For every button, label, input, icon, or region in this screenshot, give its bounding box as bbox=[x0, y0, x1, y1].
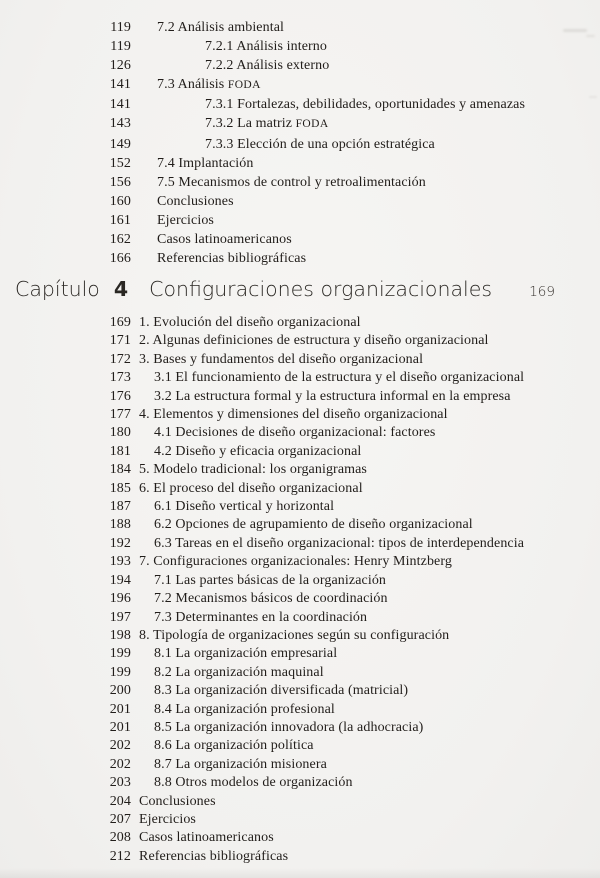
toc-row bbox=[0, 192, 600, 211]
toc-row bbox=[0, 774, 600, 792]
toc-entry-label: 1. Evolución del diseño organizacional bbox=[139, 315, 361, 330]
toc-entry-label: 3. Bases y fundamentos del diseño organizacional bbox=[139, 351, 424, 367]
toc-entry-label: Casos latinoamericanos bbox=[157, 232, 292, 248]
toc-page-number: 119 bbox=[110, 20, 131, 35]
toc-row bbox=[0, 719, 600, 737]
toc-row bbox=[0, 793, 600, 811]
toc-row bbox=[0, 173, 600, 192]
toc-row bbox=[0, 682, 600, 700]
toc-row bbox=[0, 424, 600, 442]
toc-entry-label: 8.1 La organización empresarial bbox=[154, 646, 338, 662]
toc-entry-label: 7.4 Implantación bbox=[157, 155, 254, 171]
toc-page-number: 184 bbox=[109, 462, 131, 478]
toc-entry-label: 8.5 La organización innovadora (la adhocracia) bbox=[154, 719, 424, 735]
toc-entry-label: 7.3.1 Fortalezas, debilidades, oportunidades y amenazas bbox=[205, 97, 526, 113]
chapter-title: Configuraciones organizacionales bbox=[149, 277, 493, 301]
toc-page-number: 201 bbox=[109, 719, 131, 735]
toc-page-number: 119 bbox=[110, 39, 131, 55]
toc-entry-label: 7.3 Determinantes en la coordinación bbox=[154, 609, 368, 625]
toc-entry-label: 8. Tipología de organizaciones según su configuración bbox=[139, 627, 450, 643]
toc-page-number: 203 bbox=[109, 775, 131, 791]
toc-entry-label: 7.1 Las partes básicas de la organización bbox=[154, 572, 387, 588]
toc-page-number: 194 bbox=[109, 572, 131, 588]
toc-entry-label: Ejercicios bbox=[157, 212, 214, 228]
toc-entry-label: 8.4 La organización profesional bbox=[154, 701, 335, 717]
toc-page-number: 196 bbox=[109, 591, 131, 607]
toc-page-number: 198 bbox=[109, 627, 131, 643]
toc-row bbox=[0, 701, 600, 719]
page-edge-shadow bbox=[0, 868, 600, 878]
toc-entry-label: 7.2 Análisis ambiental bbox=[157, 20, 285, 35]
toc-entry-label: 7.3 Análisis FODA bbox=[157, 77, 261, 93]
toc-page-number: 149 bbox=[109, 136, 131, 152]
toc-row bbox=[0, 95, 600, 114]
toc-row bbox=[0, 535, 600, 553]
toc-page-number: 173 bbox=[109, 370, 131, 386]
toc-entry-label: 4.2 Diseño y eficacia organizacional bbox=[154, 443, 362, 459]
toc-entry-label: 2. Algunas definiciones de estructura y diseño organizacional bbox=[139, 333, 489, 349]
toc-entry-label: Conclusiones bbox=[157, 193, 234, 209]
toc-page-number: 192 bbox=[109, 535, 131, 551]
toc-section-chapter4 bbox=[0, 314, 600, 866]
toc-page-number: 156 bbox=[109, 174, 131, 190]
small-caps-acronym: FODA bbox=[295, 118, 329, 131]
toc-row bbox=[0, 756, 600, 774]
toc-entry-label: Ejercicios bbox=[139, 811, 196, 827]
toc-row bbox=[0, 314, 600, 332]
toc-page-number: 202 bbox=[109, 738, 131, 754]
toc-entry-label: 7. Configuraciones organizacionales: Henry Mintzberg bbox=[139, 554, 452, 570]
toc-row bbox=[0, 480, 600, 498]
chapter-heading bbox=[0, 277, 600, 307]
toc-page-number: 204 bbox=[109, 793, 131, 809]
toc-page-number: 201 bbox=[109, 701, 131, 717]
toc-row bbox=[0, 114, 600, 134]
toc-row bbox=[0, 516, 600, 534]
toc-page-number: 152 bbox=[109, 155, 131, 171]
small-caps-acronym: FODA bbox=[227, 79, 261, 92]
toc-page-number: 212 bbox=[109, 848, 131, 864]
toc-entry-label: Conclusiones bbox=[139, 793, 216, 809]
toc-row bbox=[0, 249, 600, 268]
toc-row bbox=[0, 664, 600, 682]
toc-page-number: 188 bbox=[109, 517, 131, 533]
toc-page-number: 126 bbox=[109, 58, 131, 74]
toc-entry-label: 7.3.3 Elección de una opción estratégica bbox=[205, 136, 435, 152]
toc-page-number: 169 bbox=[109, 315, 131, 330]
toc-page-number: 199 bbox=[109, 646, 131, 662]
toc-page-number: 197 bbox=[109, 609, 131, 625]
toc-page-number: 207 bbox=[109, 811, 131, 827]
toc-page-number: 193 bbox=[109, 554, 131, 570]
toc-row bbox=[0, 498, 600, 516]
toc-entry-label: 7.2.1 Análisis interno bbox=[205, 39, 327, 55]
toc-row bbox=[0, 829, 600, 847]
toc-row bbox=[0, 553, 600, 571]
toc-row bbox=[0, 211, 600, 230]
toc-page-number: 171 bbox=[109, 333, 131, 349]
toc-row bbox=[0, 572, 600, 590]
toc-page-number: 166 bbox=[109, 251, 131, 267]
toc-row bbox=[0, 18, 600, 37]
toc-row bbox=[0, 627, 600, 645]
toc-page-number: 172 bbox=[109, 351, 131, 367]
toc-section-previous-chapter bbox=[0, 18, 600, 268]
toc-entry-label: 7.2.2 Análisis externo bbox=[205, 58, 330, 74]
toc-entry-label: Referencias bibliográficas bbox=[139, 848, 289, 864]
toc-row bbox=[0, 135, 600, 154]
toc-page-number: 143 bbox=[109, 116, 131, 132]
toc-page-number: 176 bbox=[109, 388, 131, 404]
toc-row bbox=[0, 406, 600, 424]
toc-entry-label: 7.3.2 La matriz FODA bbox=[205, 116, 329, 132]
toc-row bbox=[0, 388, 600, 406]
chapter-start-page: 169 bbox=[529, 284, 555, 300]
toc-entry-label: 4.1 Decisiones de diseño organizacional: factores bbox=[154, 425, 436, 441]
toc-page-number: 187 bbox=[109, 499, 131, 515]
toc-page-number: 199 bbox=[109, 664, 131, 680]
toc-entry-label: 8.7 La organización misionera bbox=[154, 756, 327, 772]
toc-page-number: 180 bbox=[109, 425, 131, 441]
toc-page-number: 160 bbox=[109, 193, 131, 209]
toc-entry-label: 6. El proceso del diseño organizacional bbox=[139, 480, 363, 496]
toc-row bbox=[0, 590, 600, 608]
toc-row bbox=[0, 154, 600, 173]
toc-row bbox=[0, 332, 600, 350]
toc-entry-label: 8.2 La organización maquinal bbox=[154, 664, 324, 680]
toc-row bbox=[0, 56, 600, 75]
toc-page-number: 208 bbox=[109, 830, 131, 846]
toc-entry-label: 3.1 El funcionamiento de la estructura y el diseño organizacional bbox=[154, 370, 525, 386]
toc-entry-label: 6.3 Tareas en el diseño organizacional: tipos de interdependencia bbox=[154, 535, 525, 551]
toc-entry-label: 6.1 Diseño vertical y horizontal bbox=[154, 499, 335, 515]
toc-row bbox=[0, 645, 600, 663]
toc-entry-label: Referencias bibliográficas bbox=[157, 251, 307, 267]
toc-row bbox=[0, 75, 600, 95]
toc-page-number: 177 bbox=[109, 407, 131, 423]
toc-entry-label: 7.2 Mecanismos básicos de coordinación bbox=[154, 591, 388, 607]
toc-entry-label: 6.2 Opciones de agrupamiento de diseño organizacional bbox=[154, 517, 473, 533]
toc-entry-label: 8.6 La organización política bbox=[154, 738, 314, 754]
toc-row bbox=[0, 609, 600, 627]
toc-page-number: 185 bbox=[109, 480, 131, 496]
toc-row bbox=[0, 811, 600, 829]
toc-page-number: 181 bbox=[109, 443, 131, 459]
toc-row bbox=[0, 230, 600, 249]
toc-entry-label: 7.5 Mecanismos de control y retroalimentación bbox=[157, 174, 426, 190]
chapter-number: 4 bbox=[113, 277, 129, 301]
toc-row bbox=[0, 848, 600, 866]
chapter-prefix: Capítulo bbox=[15, 277, 100, 301]
toc-row bbox=[0, 351, 600, 369]
toc-row bbox=[0, 37, 600, 56]
toc-entry-label: 3.2 La estructura formal y la estructura informal en la empresa bbox=[154, 388, 511, 404]
toc-page-number: 202 bbox=[109, 756, 131, 772]
toc-row bbox=[0, 737, 600, 755]
toc-page-number: 141 bbox=[109, 77, 131, 93]
toc-row bbox=[0, 461, 600, 479]
toc-page-number: 161 bbox=[109, 212, 131, 228]
toc-page-number: 162 bbox=[109, 232, 131, 248]
toc-entry-label: Casos latinoamericanos bbox=[139, 830, 274, 846]
toc-entry-label: 8.8 Otros modelos de organización bbox=[154, 775, 353, 791]
toc-row bbox=[0, 443, 600, 461]
toc-entry-label: 5. Modelo tradicional: los organigramas bbox=[139, 462, 367, 478]
toc-page-number: 200 bbox=[109, 683, 131, 699]
toc-page-number: 141 bbox=[109, 97, 131, 113]
toc-row bbox=[0, 369, 600, 387]
toc-entry-label: 8.3 La organización diversificada (matricial) bbox=[154, 683, 409, 699]
toc-entry-label: 4. Elementos y dimensiones del diseño organizacional bbox=[139, 407, 448, 423]
